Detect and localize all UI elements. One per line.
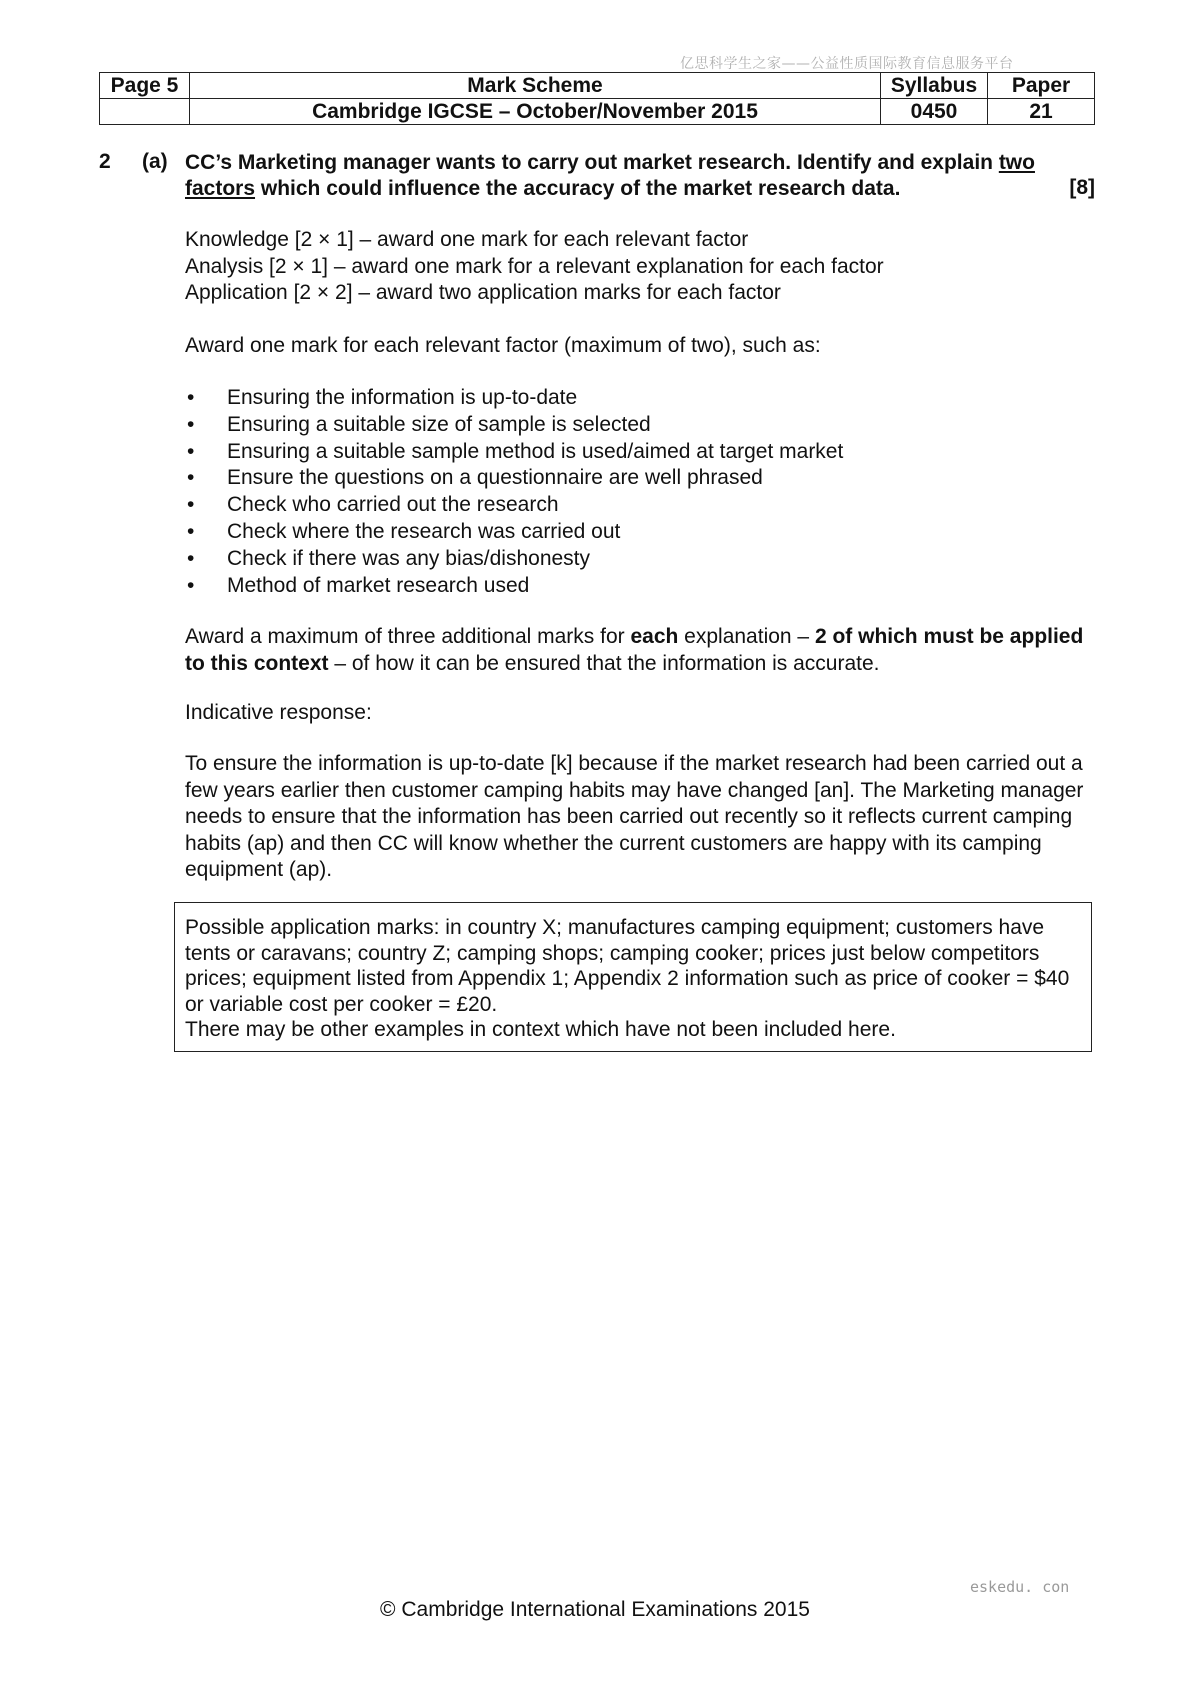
question-text bbox=[185, 150, 1095, 202]
additional-marks-guidance bbox=[185, 624, 1095, 677]
list-item bbox=[185, 546, 843, 573]
header-table bbox=[99, 72, 1095, 125]
factor-text: Ensuring a suitable sample method is used/aimed at target market bbox=[227, 439, 844, 463]
bullet-icon: • bbox=[187, 546, 195, 570]
bullet-icon: • bbox=[187, 573, 195, 597]
indicative-response: To ensure the information is up-to-date [k] because if the market research had been carried out a few years earlier then customer camping habits may have changed [an]. The Marketing manager needs to ensure that the information has been carried out recently so it reflects current camping habits (ap) and then CC will know whether the current customers are happy with its camping equipment (ap). bbox=[185, 752, 1084, 881]
bullet-icon: • bbox=[187, 466, 195, 490]
paper-label: Paper bbox=[988, 73, 1095, 99]
guidance-emphasis: each bbox=[630, 625, 679, 648]
application-marks-note: There may be other examples in context which have not been included here. bbox=[185, 1018, 896, 1041]
criterion-application: Application [2 × 2] – award two application marks for each factor bbox=[185, 281, 781, 304]
indicative-response-label: Indicative response: bbox=[185, 701, 372, 724]
watermark-bottom: eskedu. con bbox=[970, 1578, 1070, 1596]
question-number: 2 bbox=[99, 150, 111, 173]
paper-number: 21 bbox=[988, 99, 1095, 125]
exam-session: Cambridge IGCSE – October/November 2015 bbox=[190, 99, 881, 125]
guidance-text: explanation – bbox=[678, 625, 815, 648]
marking-criteria bbox=[185, 227, 1095, 307]
factor-text: Ensure the questions on a questionnaire are well phrased bbox=[227, 466, 763, 490]
question-text-start: CC’s Marketing manager wants to carry out market research. Identify and explain bbox=[185, 151, 999, 174]
question-part: (a) bbox=[142, 150, 168, 173]
question-marks: [8] bbox=[1069, 176, 1095, 199]
syllabus-label: Syllabus bbox=[881, 73, 988, 99]
bullet-icon: • bbox=[187, 412, 195, 436]
criterion-knowledge: Knowledge [2 × 1] – award one mark for each relevant factor bbox=[185, 228, 749, 251]
document-title: Mark Scheme bbox=[190, 73, 881, 99]
factor-text: Check who carried out the research bbox=[227, 493, 559, 517]
factor-text: Check if there was any bias/dishonesty bbox=[227, 546, 591, 570]
list-item bbox=[185, 385, 843, 412]
guidance-emphasis: 2 of which must be applied to this context bbox=[185, 625, 1084, 675]
page-number: Page 5 bbox=[100, 73, 190, 99]
list-item bbox=[185, 412, 843, 439]
application-marks-text: Possible application marks: in country X; manufactures camping equipment; customers have tents or caravans; country Z; camping shops; camping cooker; prices just below competitors prices; equipment listed from Appendix 1; Appendix 2 information such as price of cooker = $40 or variable cost per cooker = £20. bbox=[185, 916, 1070, 1016]
bullet-icon: • bbox=[187, 493, 195, 517]
list-item bbox=[185, 439, 843, 466]
list-item bbox=[185, 492, 843, 519]
list-item bbox=[185, 573, 843, 600]
copyright-footer: © Cambridge International Examinations 2015 bbox=[380, 1598, 810, 1621]
question-text-end: which could influence the accuracy of the market research data. bbox=[255, 177, 901, 200]
criterion-analysis: Analysis [2 × 1] – award one mark for a relevant explanation for each factor bbox=[185, 254, 884, 278]
factor-list bbox=[185, 385, 843, 599]
question-underlined: two factors bbox=[185, 151, 1035, 200]
factor-text: Ensuring the information is up-to-date bbox=[227, 386, 578, 409]
watermark-top: 亿思科学生之家——公益性质国际教育信息服务平台 bbox=[680, 56, 1014, 72]
header-empty-cell bbox=[100, 99, 190, 125]
award-intro: Award one mark for each relevant factor (maximum of two), such as: bbox=[185, 334, 821, 357]
bullet-icon: • bbox=[187, 519, 195, 543]
factor-text: Method of market research used bbox=[227, 573, 530, 597]
list-item bbox=[185, 519, 843, 546]
syllabus-code: 0450 bbox=[881, 99, 988, 125]
application-marks-box bbox=[174, 902, 1092, 1052]
guidance-text: – of how it can be ensured that the information is accurate. bbox=[328, 651, 880, 675]
factor-text: Check where the research was carried out bbox=[227, 519, 621, 543]
bullet-icon: • bbox=[187, 439, 195, 463]
list-item bbox=[185, 465, 843, 492]
bullet-icon: • bbox=[187, 386, 195, 409]
factor-text: Ensuring a suitable size of sample is selected bbox=[227, 412, 651, 436]
guidance-text: Award a maximum of three additional marks for bbox=[185, 625, 631, 648]
